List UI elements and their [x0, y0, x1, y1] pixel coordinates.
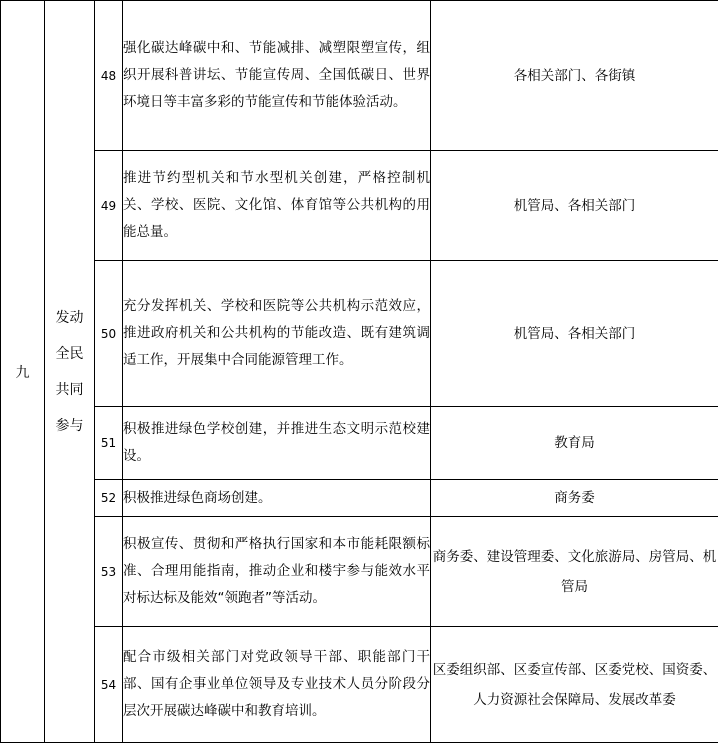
- responsible-department: 商务委、建设管理委、文化旅游局、房管局、机管局: [431, 517, 718, 627]
- category-name-line: 发动: [56, 310, 84, 326]
- category-number: 九: [1, 1, 45, 743]
- item-content: 积极宣传、贯彻和严格执行国家和本市能耗限额标准、合理用能指南，推动企业和楼宇参与能效水平对标达标及能效“领跑者”等活动。: [123, 517, 431, 627]
- item-number: 53: [95, 517, 123, 627]
- category-name-line: 共同: [56, 382, 84, 398]
- item-number: 52: [95, 480, 123, 517]
- item-content: 推进节约型机关和节水型机关创建，严格控制机关、学校、医院、文化馆、体育馆等公共机构的用能总量。: [123, 151, 431, 261]
- responsible-department: 机管局、各相关部门: [431, 261, 718, 407]
- table-row: [1, 407, 718, 480]
- item-content: 强化碳达峰碳中和、节能减排、减塑限塑宣传，组织开展科普讲坛、节能宣传周、全国低碳日、世界环境日等丰富多彩的节能宣传和节能体验活动。: [123, 1, 431, 151]
- table-row: [1, 151, 718, 261]
- category-name: [45, 1, 95, 743]
- item-content: 配合市级相关部门对党政领导干部、职能部门干部、国有企事业单位领导及专业技术人员分阶段分层次开展碳达峰碳中和教育培训。: [123, 627, 431, 743]
- item-number: 51: [95, 407, 123, 480]
- table-row: [1, 261, 718, 407]
- table-row: [1, 480, 718, 517]
- item-number: 48: [95, 1, 123, 151]
- responsible-department: 教育局: [431, 407, 718, 480]
- item-number: 54: [95, 627, 123, 743]
- responsible-department: 各相关部门、各街镇: [431, 1, 718, 151]
- category-name-line: 参与: [56, 418, 84, 434]
- table-row: [1, 1, 718, 151]
- item-content: 积极推进绿色学校创建，并推进生态文明示范校建设。: [123, 407, 431, 480]
- responsible-department: 区委组织部、区委宣传部、区委党校、国资委、人力资源社会保障局、发展改革委: [431, 627, 718, 743]
- table-row: [1, 627, 718, 743]
- item-number: 49: [95, 151, 123, 261]
- table-row: [1, 517, 718, 627]
- item-content: 积极推进绿色商场创建。: [123, 480, 431, 517]
- category-name-line: 全民: [56, 346, 84, 362]
- responsible-department: 商务委: [431, 480, 718, 517]
- item-number: 50: [95, 261, 123, 407]
- item-content: 充分发挥机关、学校和医院等公共机构示范效应，推进政府机关和公共机构的节能改造、既有建筑调适工作，开展集中合同能源管理工作。: [123, 261, 431, 407]
- responsible-department: 机管局、各相关部门: [431, 151, 718, 261]
